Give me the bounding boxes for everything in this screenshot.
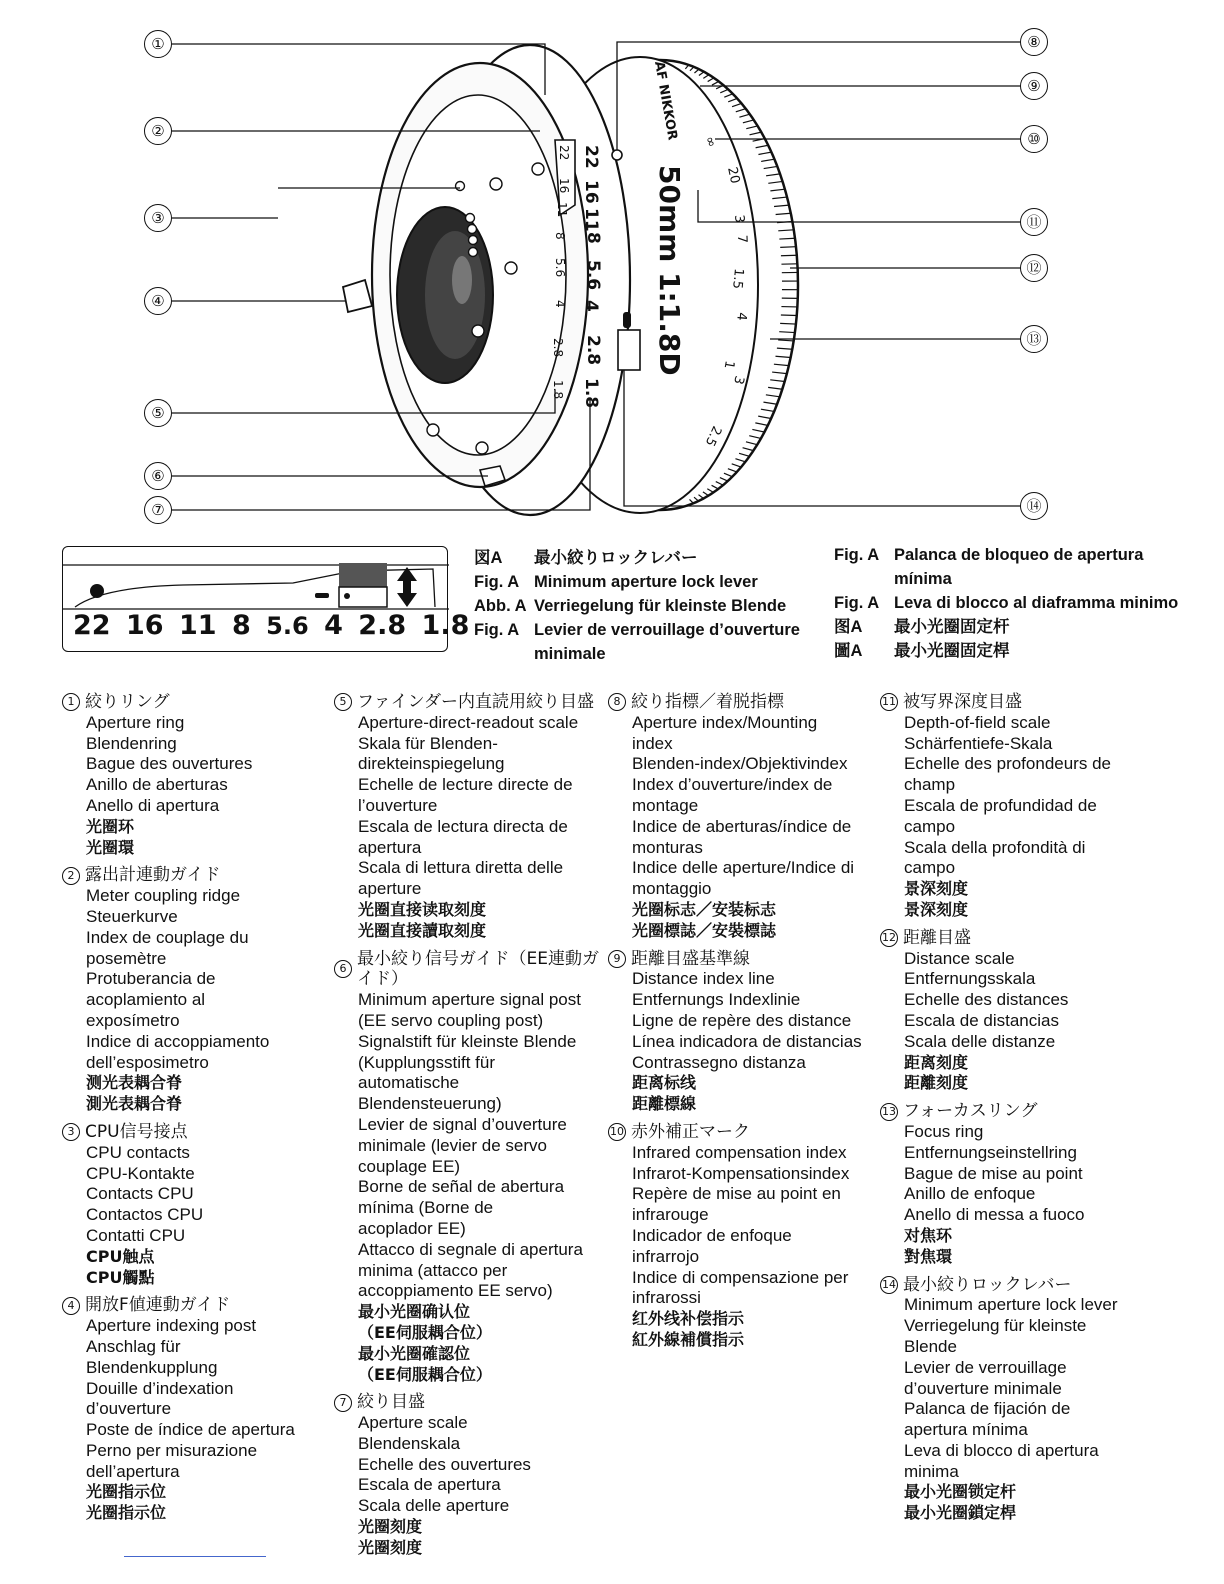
legend-line: Blende bbox=[904, 1336, 957, 1356]
legend-line: Anillo de enfoque bbox=[904, 1184, 1036, 1204]
fig-a-scale-value: 22 bbox=[73, 610, 111, 641]
legend-number: 10 bbox=[608, 1123, 626, 1141]
legend-heading bbox=[880, 692, 1152, 713]
readout-label-6: 2.8 bbox=[551, 338, 565, 358]
legend-line: Minimum aperture lock lever bbox=[904, 1295, 1118, 1315]
distance-label-3: 7 bbox=[734, 234, 750, 244]
legend-line: Indicador de enfoque bbox=[632, 1225, 792, 1245]
legend-line: Contatti CPU bbox=[86, 1225, 186, 1245]
legend-line: Palanca de fijación de bbox=[904, 1399, 1071, 1419]
legend-line: CPU觸點 bbox=[86, 1267, 155, 1287]
legend-line: minima (attacco per bbox=[358, 1260, 508, 1280]
legend-number: 4 bbox=[62, 1297, 80, 1315]
legend-line: 最小光圈鎖定桿 bbox=[904, 1503, 1017, 1523]
fig-a-lock-tab bbox=[339, 563, 387, 587]
readout-label-2: 11 bbox=[555, 202, 569, 218]
legend-number: 8 bbox=[608, 693, 626, 711]
fig-a-scale-value: 2.8 bbox=[358, 610, 407, 641]
caption-row bbox=[834, 543, 1204, 591]
readout-label-0: 22 bbox=[557, 145, 571, 161]
fig-a-scale-value: 8 bbox=[231, 610, 251, 641]
legend-line: 光圈环 bbox=[86, 816, 135, 836]
caption-row bbox=[474, 618, 814, 666]
legend-line: 距离刻度 bbox=[904, 1052, 969, 1072]
legend-line: 紅外線補償指示 bbox=[632, 1329, 745, 1349]
legend-line: d’ouverture bbox=[86, 1399, 172, 1419]
distance-label-8: 2.5 bbox=[701, 423, 724, 449]
legend-line: exposímetro bbox=[86, 1010, 180, 1030]
legend-column-4 bbox=[880, 692, 1152, 1531]
legend-line: Contacts CPU bbox=[86, 1184, 194, 1204]
legend-line: Ligne de repère des distance bbox=[632, 1010, 852, 1030]
legend-heading bbox=[62, 692, 334, 713]
legend-line: 最小光圈锁定杆 bbox=[904, 1482, 1017, 1502]
legend-heading bbox=[608, 692, 880, 713]
legend-heading bbox=[334, 692, 606, 713]
legend-number: 13 bbox=[880, 1103, 898, 1121]
legend-number: 7 bbox=[334, 1394, 352, 1412]
caption-prefix: Fig. A bbox=[474, 573, 520, 591]
legend-line: 距離標線 bbox=[632, 1094, 697, 1114]
fig-a-scale-value: 11 bbox=[178, 610, 217, 641]
legend-line: Depth-of-field scale bbox=[904, 712, 1051, 732]
legend-item-7 bbox=[334, 1392, 606, 1558]
legend-line: Escala de lectura directa de bbox=[358, 816, 568, 836]
legend-column-3 bbox=[608, 692, 880, 1358]
caption-prefix: Fig. A bbox=[474, 621, 520, 639]
legend-line: 最小光圈確認位 bbox=[358, 1343, 471, 1363]
caption-text: Minimum aperture lock lever bbox=[534, 573, 758, 591]
legend-line: Blendenskala bbox=[358, 1433, 461, 1453]
legend-line: Levier de signal d’ouverture bbox=[358, 1114, 567, 1134]
rear-element-highlight bbox=[452, 256, 472, 304]
legend-line: Verriegelung für kleinste bbox=[904, 1316, 1087, 1336]
legend-line: Bague des ouvertures bbox=[86, 754, 253, 774]
legend-line: Leva di blocco di apertura bbox=[904, 1440, 1099, 1460]
legend-line: Infrared compensation index bbox=[632, 1142, 847, 1162]
legend-line: Contactos CPU bbox=[86, 1205, 204, 1225]
legend-line: Aperture ring bbox=[86, 712, 185, 732]
caption-prefix: Fig. A bbox=[834, 546, 880, 564]
callout-6: ⑥ bbox=[144, 462, 172, 490]
callout-1: ① bbox=[144, 30, 172, 58]
legend-line: posemètre bbox=[86, 948, 167, 968]
legend-title: 被写界深度目盛 bbox=[903, 692, 1022, 712]
aperture-lock-lever bbox=[618, 330, 640, 370]
legend-heading bbox=[608, 949, 880, 970]
legend-line: champ bbox=[904, 775, 956, 795]
legend-line: CPU-Kontakte bbox=[86, 1163, 195, 1183]
legend-item-2 bbox=[62, 865, 334, 1115]
legend-title: 赤外補正マーク bbox=[631, 1121, 750, 1142]
callout-2: ② bbox=[144, 117, 172, 145]
callout-5: ⑤ bbox=[144, 399, 172, 427]
distance-label-0: ∞ bbox=[701, 134, 720, 150]
fig-a-scale-value: 1.8 bbox=[421, 610, 470, 641]
legend-number: 2 bbox=[62, 867, 80, 885]
legend-line: Signalstift für kleinste Blende bbox=[358, 1031, 577, 1051]
legend-heading bbox=[880, 1275, 1152, 1296]
legend-line: Scala delle distanze bbox=[904, 1031, 1056, 1051]
legend-line: Blendensteuerung) bbox=[358, 1094, 502, 1114]
legend-line: 光圈刻度 bbox=[358, 1517, 423, 1537]
callout-12: ⑫ bbox=[1020, 254, 1048, 282]
legend-title: 距離目盛基準線 bbox=[631, 948, 750, 969]
legend-line: Anello di apertura bbox=[86, 795, 220, 815]
legend-line: Skala für Blenden- bbox=[358, 733, 498, 753]
legend-item-12 bbox=[880, 928, 1152, 1094]
legend-line: acoplamiento al bbox=[86, 990, 206, 1010]
legend-line: direkteinspiegelung bbox=[358, 754, 505, 774]
legend-line: (Kupplungsstift für bbox=[358, 1052, 496, 1072]
caption-row bbox=[834, 591, 1204, 615]
callout-10: ⑩ bbox=[1020, 125, 1048, 153]
legend-line: campo bbox=[904, 816, 956, 836]
legend-line: Focus ring bbox=[904, 1121, 984, 1141]
legend-line: campo bbox=[904, 858, 956, 878]
caption-prefix: Fig. A bbox=[834, 594, 880, 612]
legend-line: CPU触点 bbox=[86, 1246, 155, 1266]
legend-line: apertura bbox=[358, 837, 422, 857]
legend-title: CPU信号接点 bbox=[85, 1121, 188, 1142]
legend-title: 絞り目盛 bbox=[357, 1392, 425, 1413]
legend-line: dell’apertura bbox=[86, 1461, 180, 1481]
legend-item-3 bbox=[62, 1122, 334, 1288]
readout-label-1: 16 bbox=[557, 178, 571, 194]
distance-label-7: 3 bbox=[729, 373, 747, 386]
legend-line: 距離刻度 bbox=[904, 1073, 969, 1093]
legend-line: Indice delle aperture/Indice di bbox=[632, 858, 855, 878]
aperture-ring-label-4: 5.6 bbox=[583, 260, 603, 291]
caption-text: Verriegelung für kleinste Blende bbox=[534, 597, 787, 615]
aperture-ring-label-3: 8 bbox=[583, 232, 603, 244]
legend-line: 红外线补偿指示 bbox=[632, 1309, 745, 1329]
legend-line: 光圈指示位 bbox=[86, 1482, 167, 1502]
lens-brand: AF NIKKOR bbox=[651, 60, 680, 142]
legend-heading bbox=[334, 1392, 606, 1413]
legend-line: Echelle des profondeurs de bbox=[904, 754, 1111, 774]
callout-14: ⑭ bbox=[1020, 492, 1048, 520]
legend-line: dell’esposimetro bbox=[86, 1052, 209, 1072]
legend-line: (EE servo coupling post) bbox=[358, 1010, 544, 1030]
fig-a-captions-left bbox=[474, 546, 814, 666]
legend-line: Aperture-direct-readout scale bbox=[358, 712, 579, 732]
callout-13: ⑬ bbox=[1020, 325, 1048, 353]
legend-line: Meter coupling ridge bbox=[86, 886, 241, 906]
legend-line: automatische bbox=[358, 1073, 460, 1093]
legend-line: Entfernungs Indexlinie bbox=[632, 990, 801, 1010]
legend-title: 最小絞り信号ガイド（EE連動ガイド） bbox=[357, 948, 599, 990]
lens-diagram bbox=[0, 0, 1224, 540]
fig-a-lock-lever-detail bbox=[62, 546, 470, 652]
fig-a-arrow-icon bbox=[397, 567, 417, 607]
legend-title: ファインダー内直読用絞り目盛 bbox=[357, 692, 594, 712]
readout-label-3: 8 bbox=[553, 232, 567, 240]
legend-line: infrarossi bbox=[632, 1288, 701, 1308]
legend-line: couplage EE) bbox=[358, 1156, 461, 1176]
legend-line: Línea indicadora de distancias bbox=[632, 1031, 862, 1051]
legend-column-2 bbox=[334, 692, 606, 1566]
legend-line: 光圈直接读取刻度 bbox=[358, 899, 487, 919]
legend-title: フォーカスリング bbox=[903, 1101, 1038, 1122]
legend-number: 3 bbox=[62, 1123, 80, 1141]
legend-line: Indice di compensazione per bbox=[632, 1267, 849, 1287]
legend-line: Entfernungsskala bbox=[904, 969, 1036, 989]
legend-line: Aperture index/Mounting bbox=[632, 712, 818, 732]
caption-prefix: 图A bbox=[834, 618, 863, 636]
legend-heading bbox=[334, 949, 606, 991]
distance-label-6: 1 bbox=[720, 359, 737, 371]
legend-line: 光圈環 bbox=[86, 837, 135, 857]
legend-line: Blendenkupplung bbox=[86, 1357, 218, 1377]
caption-text: 最小光圈固定杆 bbox=[894, 618, 1010, 636]
legend-line: 测光表耦合脊 bbox=[86, 1073, 183, 1093]
fig-a-scale-value: 16 bbox=[125, 610, 164, 641]
legend-line: 最小光圈确认位 bbox=[358, 1302, 471, 1322]
legend-line: Echelle des distances bbox=[904, 990, 1069, 1010]
legend-line: montage bbox=[632, 795, 699, 815]
legend-line: Scala di lettura diretta delle bbox=[358, 858, 564, 878]
legend-line: Contrassegno distanza bbox=[632, 1052, 806, 1072]
legend-line: Perno per misurazione bbox=[86, 1440, 258, 1460]
distance-label-5: 4 bbox=[733, 311, 749, 322]
legend-heading bbox=[62, 1122, 334, 1143]
callout-4: ④ bbox=[144, 287, 172, 315]
legend-number: 5 bbox=[334, 693, 352, 711]
legend-line: Anschlag für bbox=[86, 1336, 181, 1356]
caption-row bbox=[474, 546, 814, 570]
legend-line: apertura mínima bbox=[904, 1420, 1028, 1440]
legend-line: infrarrojo bbox=[632, 1246, 700, 1266]
caption-text: Leva di blocco al diaframma minimo bbox=[894, 594, 1179, 612]
legend-item-10 bbox=[608, 1122, 880, 1351]
legend-line: 光圈標誌／安裝標誌 bbox=[632, 920, 777, 940]
callout-11: ⑪ bbox=[1020, 208, 1048, 236]
legend-heading bbox=[62, 1295, 334, 1316]
readout-label-4: 5.6 bbox=[553, 258, 567, 278]
legend-number: 9 bbox=[608, 950, 626, 968]
legend-line: Repère de mise au point en bbox=[632, 1184, 841, 1204]
legend-line: Schärfentiefe-Skala bbox=[904, 733, 1053, 753]
legend-title: 絞り指標／着脱指標 bbox=[631, 692, 784, 712]
legend-number: 1 bbox=[62, 693, 80, 711]
legend-line: 對焦環 bbox=[904, 1246, 953, 1266]
readout-label-7: 1.8 bbox=[551, 380, 565, 400]
distance-label-1: 20 bbox=[724, 165, 743, 186]
lens-model: 50mm 1:1.8D bbox=[653, 165, 686, 376]
legend-heading bbox=[880, 928, 1152, 949]
legend-line: l’ouverture bbox=[358, 795, 438, 815]
legend-line: Escala de distancias bbox=[904, 1010, 1059, 1030]
legend-number: 14 bbox=[880, 1276, 898, 1294]
aperture-ring-label-1: 16 bbox=[581, 180, 601, 204]
legend-item-6 bbox=[334, 949, 606, 1386]
legend-line: Protuberancia de bbox=[86, 969, 216, 989]
caption-text: 最小光圈固定桿 bbox=[894, 642, 1010, 660]
callout-9: ⑨ bbox=[1020, 72, 1048, 100]
legend-line: montaggio bbox=[632, 879, 712, 899]
legend-item-5 bbox=[334, 692, 606, 942]
legend-line: Entfernungseinstellring bbox=[904, 1142, 1077, 1162]
legend-line: Steuerkurve bbox=[86, 906, 178, 926]
legend-line: Index d’ouverture/index de bbox=[632, 775, 833, 795]
legend-line: Aperture scale bbox=[358, 1413, 468, 1433]
legend-line: 光圈标志／安装标志 bbox=[632, 899, 777, 919]
legend-line: 距离标线 bbox=[632, 1073, 697, 1093]
orange-lock-dot bbox=[623, 312, 631, 328]
legend-line: Scala delle aperture bbox=[358, 1496, 510, 1516]
legend-line: infrarouge bbox=[632, 1205, 709, 1225]
distance-label-2: 3 bbox=[731, 214, 747, 224]
legend-line: Levier de verrouillage bbox=[904, 1357, 1067, 1377]
fig-a-aperture-scale bbox=[73, 610, 469, 641]
legend-line: d’ouverture minimale bbox=[904, 1378, 1062, 1398]
legend-line: Blenden-index/Objektivindex bbox=[632, 754, 848, 774]
distance-label-4: 1.5 bbox=[729, 267, 746, 290]
legend-line: acoplador EE) bbox=[358, 1218, 466, 1238]
legend-line: Distance scale bbox=[904, 948, 1015, 968]
legend-line: Scala della profondità di bbox=[904, 837, 1086, 857]
legend-title: 絞りリング bbox=[85, 692, 170, 712]
callout-8: ⑧ bbox=[1020, 28, 1048, 56]
legend-line: （EE伺服耦合位） bbox=[358, 1364, 492, 1384]
legend-line: Poste de índice de apertura bbox=[86, 1420, 295, 1440]
caption-text: Levier de verrouillage d’ouverture minimale bbox=[534, 621, 800, 663]
legend-line: Borne de señal de abertura bbox=[358, 1177, 565, 1197]
legend-line: Aperture indexing post bbox=[86, 1316, 257, 1336]
legend-line: 光圈指示位 bbox=[86, 1503, 167, 1523]
legend-line: aperture bbox=[358, 879, 422, 899]
legend-title: 距離目盛 bbox=[903, 927, 971, 948]
legend-line: Echelle des ouvertures bbox=[358, 1454, 531, 1474]
legend-item-13 bbox=[880, 1101, 1152, 1267]
legend-number: 11 bbox=[880, 693, 898, 711]
aperture-indexing-post bbox=[343, 280, 372, 312]
legend-item-4 bbox=[62, 1295, 334, 1524]
legend-title: 露出計連動ガイド bbox=[85, 865, 221, 886]
aperture-ring-label-5: 4 bbox=[581, 300, 601, 312]
caption-row bbox=[834, 639, 1204, 663]
legend-line: Minimum aperture signal post bbox=[358, 990, 581, 1010]
footer-rule bbox=[124, 1556, 266, 1557]
legend-line: accoppiamento EE servo) bbox=[358, 1281, 553, 1301]
readout-label-5: 4 bbox=[553, 300, 567, 308]
legend-line: Index de couplage du bbox=[86, 927, 249, 947]
fig-a-captions-right bbox=[834, 543, 1204, 663]
legend-line: Anillo de aberturas bbox=[86, 775, 228, 795]
legend-line: （EE伺服耦合位） bbox=[358, 1322, 492, 1342]
legend-line: Douille d’indexation bbox=[86, 1378, 234, 1398]
caption-row bbox=[474, 594, 814, 618]
legend-line: Escala de profundidad de bbox=[904, 795, 1097, 815]
legend-line: 景深刻度 bbox=[904, 899, 969, 919]
legend-title: 最小絞りロックレバー bbox=[903, 1274, 1072, 1295]
legend-line: 光圈刻度 bbox=[358, 1537, 423, 1557]
legend-line: Escala de apertura bbox=[358, 1475, 501, 1495]
legend-line: Indice di accoppiamento bbox=[86, 1031, 270, 1051]
legend-line: Anello di messa a fuoco bbox=[904, 1205, 1085, 1225]
legend-line: Bague de mise au point bbox=[904, 1163, 1083, 1183]
legend-item-14 bbox=[880, 1275, 1152, 1525]
legend-item-9 bbox=[608, 949, 880, 1115]
legend-heading bbox=[880, 1101, 1152, 1122]
caption-prefix: 圖A bbox=[834, 642, 863, 660]
legend-line: minima bbox=[904, 1461, 959, 1481]
legend-item-8 bbox=[608, 692, 880, 942]
legend-line: 景深刻度 bbox=[904, 879, 969, 899]
aperture-ring-label-0: 22 bbox=[581, 145, 601, 169]
legend-number: 12 bbox=[880, 929, 898, 947]
fig-a-scale-value: 5.6 bbox=[266, 612, 309, 640]
aperture-ring-label-7: 1.8 bbox=[581, 378, 601, 409]
callout-7: ⑦ bbox=[144, 496, 172, 524]
legend-line: minimale (levier de servo bbox=[358, 1135, 547, 1155]
legend-column-1 bbox=[62, 692, 334, 1531]
legend-line: Blendenring bbox=[86, 733, 177, 753]
legend-line: index bbox=[632, 733, 673, 753]
fig-a-orange-mark bbox=[315, 593, 329, 598]
caption-text: Palanca de bloqueo de apertura mínima bbox=[894, 546, 1144, 588]
aperture-index-dot bbox=[612, 150, 622, 160]
caption-prefix: 図A bbox=[474, 549, 503, 567]
callout-3: ③ bbox=[144, 204, 172, 232]
legend-item-11 bbox=[880, 692, 1152, 921]
legend-heading bbox=[608, 1122, 880, 1143]
legend-line: Attacco di segnale di apertura bbox=[358, 1239, 583, 1259]
caption-row bbox=[834, 615, 1204, 639]
legend-title: 開放F値連動ガイド bbox=[85, 1295, 231, 1316]
caption-text: 最小絞りロックレバー bbox=[534, 549, 698, 567]
legend-line: mínima (Borne de bbox=[358, 1198, 494, 1218]
legend-line: 測光表耦合脊 bbox=[86, 1094, 183, 1114]
legend-line: Distance index line bbox=[632, 969, 775, 989]
fig-a-index-dot bbox=[90, 584, 104, 598]
caption-prefix: Abb. A bbox=[474, 597, 527, 615]
legend-item-1 bbox=[62, 692, 334, 858]
fig-a-scale-value: 4 bbox=[324, 610, 343, 641]
legend-line: Indice de aberturas/índice de bbox=[632, 816, 852, 836]
aperture-ring-label-2: 11 bbox=[581, 208, 601, 232]
legend-line: CPU contacts bbox=[86, 1142, 190, 1162]
legend-number: 6 bbox=[334, 960, 352, 978]
legend-line: 光圈直接讀取刻度 bbox=[358, 920, 487, 940]
legend-line: monturas bbox=[632, 837, 703, 857]
legend-line: 对焦环 bbox=[904, 1225, 953, 1245]
legend-line: Infrarot-Kompensationsindex bbox=[632, 1163, 850, 1183]
caption-row bbox=[474, 570, 814, 594]
legend-heading bbox=[62, 865, 334, 886]
legend-line: Echelle de lecture directe de bbox=[358, 775, 573, 795]
aperture-ring-label-6: 2.8 bbox=[583, 335, 603, 366]
